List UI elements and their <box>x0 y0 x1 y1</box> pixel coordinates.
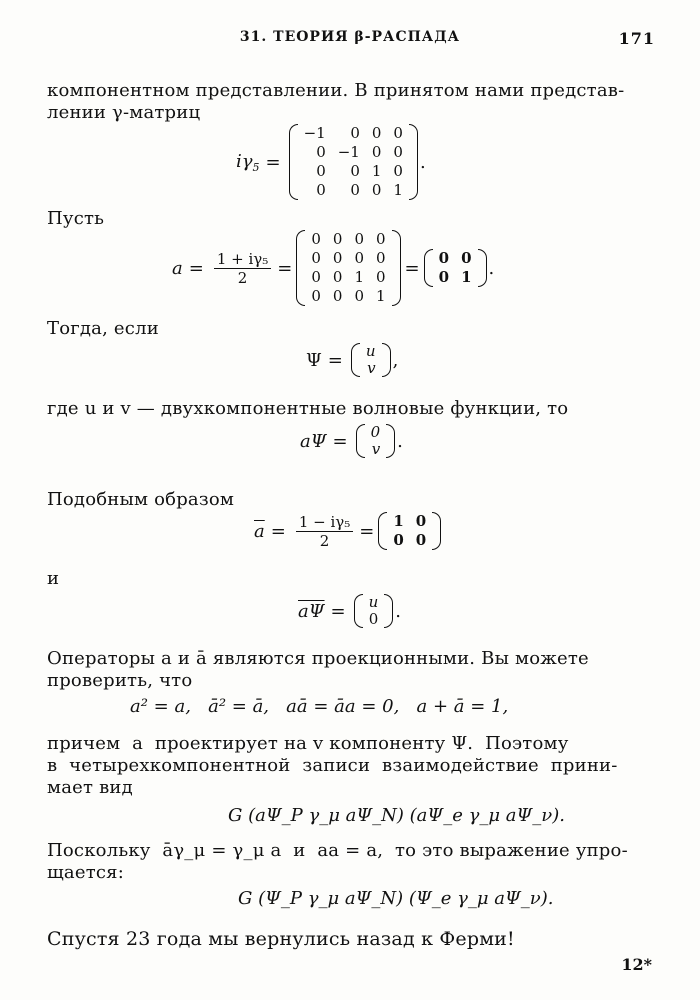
apsi-vector: 0 v <box>356 424 396 458</box>
section-title: 31. ТЕОРИЯ β-РАСПАДА <box>239 29 461 45</box>
paragraph-line: Поскольку āγ_μ = γ_μ a и aa = a, то это выражение упро- <box>47 840 628 861</box>
gamma5-lhs: $i\gamma_5$ <box>236 150 260 174</box>
conclusion-line: Спустя 23 года мы вернулись назад к Ферми! <box>47 928 515 950</box>
page-number: 171 <box>618 29 655 48</box>
fraction: $\frac{\text{1 − iγ₅}}{2}$ <box>296 513 353 550</box>
gamma5-matrix: −1 0 0 0 0 −1 0 0 0 0 1 0 0 0 0 1 <box>289 124 418 200</box>
paragraph-line: где u и v — двухкомпонентные волновые функции, то <box>47 398 569 419</box>
gamma5-equation: $i\gamma_5$ = −1 0 0 0 0 −1 0 0 0 0 1 0 0 0 0 1 . <box>236 124 426 199</box>
printer-signature: 12* <box>621 955 652 974</box>
paragraph-line: проверить, что <box>47 670 193 691</box>
paragraph-line: Пусть <box>47 208 105 229</box>
paragraph-line: в четырехкомпонентной записи взаимодействие прини- <box>47 755 618 776</box>
fraction: $\frac{\text{1 + iγ₅}}{2}$ <box>214 250 271 287</box>
abarpsi-equation: $\overline{a\Psi}$ = u 0 . <box>298 593 402 628</box>
paragraph-line: компонентном представлении. В принятом нами представ- <box>47 80 625 101</box>
paragraph-line: щается: <box>47 862 124 883</box>
running-header <box>0 29 700 45</box>
paragraph-line: Тогда, если <box>47 318 159 339</box>
a-symbol: a <box>172 257 183 279</box>
psi-definition-equation: Ψ = u v , <box>306 342 399 377</box>
paragraph-line: и <box>47 568 60 589</box>
paragraph-line: причем a проектирует на v компоненту Ψ. Поэтому <box>47 733 569 754</box>
paragraph-line: Подобным образом <box>47 489 235 510</box>
a-matrix-2x2: 0 0 0 1 <box>424 249 487 287</box>
abar-definition-equation: $\overline{a}$ = $\frac{\text{1 − iγ₅}}{2}$ = 1 0 0 0 <box>254 512 443 550</box>
psi-vector: u v <box>351 343 391 377</box>
abarpsi-vector: u 0 <box>354 594 394 628</box>
paragraph-line: мает вид <box>47 777 133 798</box>
interaction-formula-1: G (aΨ_P γ_μ aΨ_N) (aΨ_e γ_μ aΨ_ν). <box>228 805 565 826</box>
interaction-formula-2: G (Ψ_P γ_μ aΨ_N) (Ψ_e γ_μ aΨ_ν). <box>238 888 554 909</box>
projection-identities: a² = a, ā² = ā, aā = āa = 0, a + ā = 1, <box>130 696 509 717</box>
paragraph-line: лении γ-матриц <box>47 102 201 123</box>
a-definition-equation: a = $\frac{\text{1 + iγ₅}}{2}$ = 0 0 0 0 0 0 0 0 0 0 1 0 0 0 0 1 = 0 0 0 1 . <box>172 230 495 305</box>
equals-sign: = <box>265 151 281 173</box>
apsi-equation: aΨ = 0 v . <box>300 423 403 458</box>
paragraph-line: Операторы a и ā являются проекционными. Вы можете <box>47 648 589 669</box>
a-matrix-4x4: 0 0 0 0 0 0 0 0 0 0 1 0 0 0 0 1 <box>296 230 400 306</box>
abar-matrix-2x2: 1 0 0 0 <box>378 512 441 550</box>
